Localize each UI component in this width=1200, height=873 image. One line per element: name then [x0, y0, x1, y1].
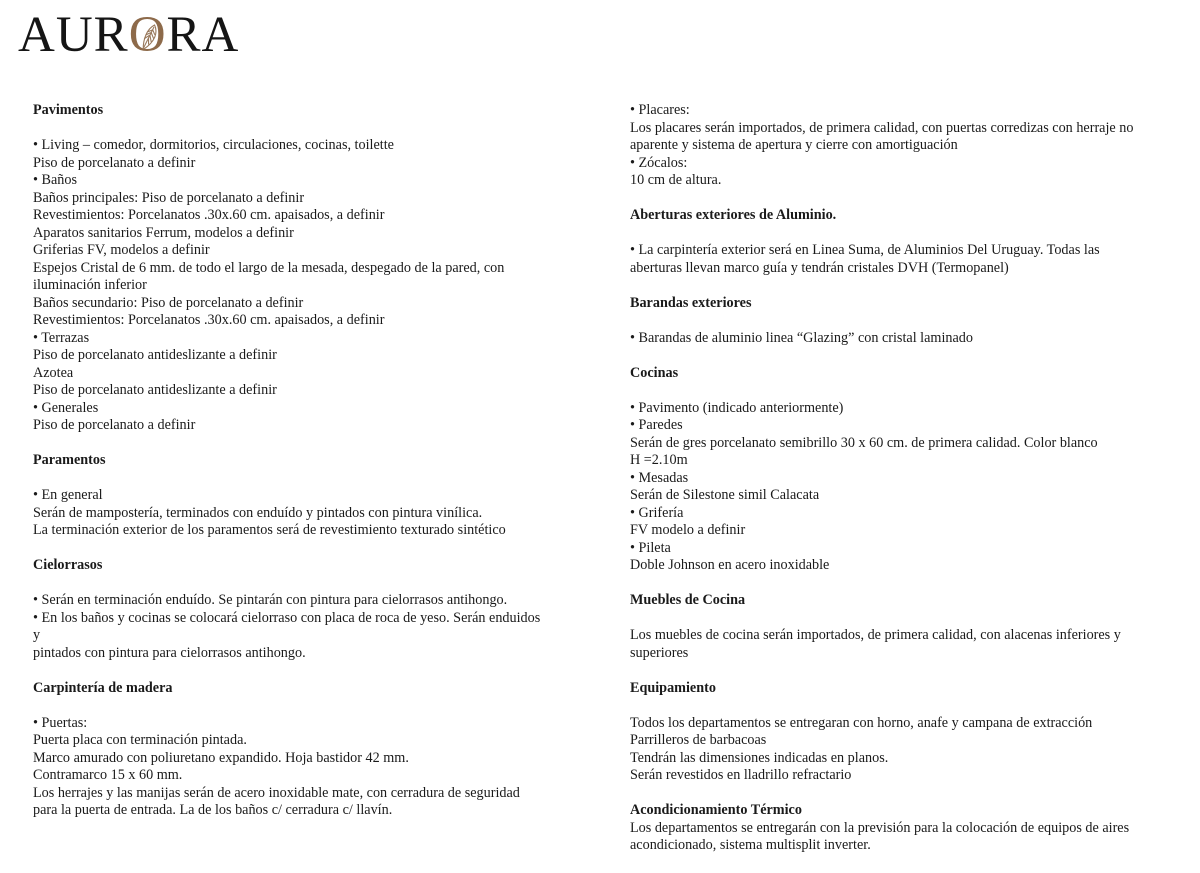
logo-text-pre: AUR [18, 7, 129, 63]
section-heading: Equipamiento [630, 679, 716, 696]
text-line: Espejos Cristal de 6 mm. de todo el largo de la mesada, despegado de la pared, con [33, 259, 505, 276]
text-line: Serán de mampostería, terminados con enduído y pintados con pintura vinílica. [33, 504, 483, 521]
text-line: Azotea [33, 364, 74, 381]
text-line: Piso de porcelanato antideslizante a definir [33, 382, 277, 398]
text-line: Serán de gres porcelanato semibrillo 30 x 60 cm. de primera calidad. Color blanco [630, 434, 1098, 451]
text-line: Marco amurado con poliuretano expandido. Hoja bastidor 42 mm. [33, 749, 409, 766]
section-heading: Carpintería de madera [33, 679, 173, 696]
text-line: FV modelo a definir [630, 522, 746, 538]
text-line: Todos los departamentos se entregaran con horno, anafe y campana de extracción [630, 714, 1093, 731]
header [0, 0, 1200, 66]
text-line: Doble Johnson en acero inoxidable [630, 557, 830, 573]
text-line: • Puertas: [33, 714, 88, 731]
left-column [33, 102, 625, 820]
text-line: • Paredes [630, 417, 683, 433]
text-line: Los placares serán importados, de primera calidad, con puertas corredizas con herraje no [630, 119, 1134, 136]
text-line: Revestimientos: Porcelanatos .30x.60 cm. apaisados, a definir [33, 312, 385, 328]
text-line: • Living – comedor, dormitorios, circulaciones, cocinas, toilette [33, 137, 394, 153]
section-heading: Cocinas [630, 364, 679, 381]
text-line: acondicionado, sistema multisplit inverter. [630, 837, 871, 853]
text-line: • Zócalos: [630, 154, 688, 171]
text-line: Piso de porcelanato a definir [33, 154, 196, 171]
text-line: superiores [630, 644, 689, 661]
section-heading: Pavimentos [33, 102, 104, 118]
text-line: • Terrazas [33, 329, 90, 346]
text-line: Contramarco 15 x 60 mm. [33, 767, 183, 783]
section-aberturas-aluminio [630, 207, 1200, 277]
text-line: Griferias FV, modelos a definir [33, 242, 210, 258]
text-line: Puerta placa con terminación pintada. [33, 732, 247, 748]
text-line: Parrilleros de barbacoas [630, 732, 767, 748]
section-cielorrasos [33, 557, 625, 662]
text-line: • Barandas de aluminio linea “Glazing” con cristal laminado [630, 329, 973, 346]
text-line: • La carpintería exterior será en Linea Suma, de Aluminios Del Uruguay. Todas las [630, 242, 1100, 258]
text-line: y [33, 627, 41, 643]
section-heading: Paramentos [33, 452, 106, 468]
section-placares-zocalos [630, 102, 1200, 190]
text-line: • Baños [33, 172, 77, 188]
text-line: • Pileta [630, 539, 671, 556]
text-line: • Generales [33, 399, 99, 416]
document-body [0, 102, 1200, 855]
text-line: • Mesadas [630, 469, 689, 486]
text-line: H =2.10m [630, 452, 688, 468]
text-line: Baños secundario: Piso de porcelanato a definir [33, 294, 304, 311]
section-heading: Acondicionamiento Térmico [630, 802, 802, 818]
right-column [630, 102, 1200, 855]
text-line: iluminación inferior [33, 277, 147, 293]
section-equipamiento [630, 680, 1200, 785]
logo-o [128, 7, 167, 63]
section-acondicionamiento-termico [630, 802, 1200, 855]
text-line: La terminación exterior de los paramentos será de revestimiento texturado sintético [33, 522, 506, 538]
section-muebles-cocina [630, 592, 1200, 662]
text-line: Los departamentos se entregarán con la previsión para la colocación de equipos de aires [630, 819, 1130, 836]
section-heading: Aberturas exteriores de Aluminio. [630, 207, 837, 223]
logo-o-letter: O [128, 7, 167, 63]
section-cocinas [630, 365, 1200, 575]
text-line: Serán de Silestone simil Calacata [630, 487, 820, 503]
text-line: • En general [33, 487, 103, 503]
section-paramentos [33, 452, 625, 540]
text-line: • En los baños y cocinas se colocará cielorraso con placa de roca de yeso. Serán enduidos [33, 609, 541, 626]
section-pavimentos [33, 102, 625, 435]
text-line: Tendrán las dimensiones indicadas en planos. [630, 749, 889, 766]
text-line: Aparatos sanitarios Ferrum, modelos a definir [33, 224, 294, 241]
section-carpinteria-madera [33, 680, 625, 820]
text-line: Piso de porcelanato a definir [33, 417, 196, 433]
text-line: pintados con pintura para cielorrasos antihongo. [33, 644, 306, 661]
section-barandas-exteriores [630, 295, 1200, 348]
text-line: • Placares: [630, 102, 690, 118]
brand-logo [18, 7, 240, 63]
logo-text-post: RA [166, 7, 240, 63]
section-heading: Barandas exteriores [630, 294, 752, 311]
text-line: 10 cm de altura. [630, 172, 722, 188]
text-line: Baños principales: Piso de porcelanato a definir [33, 189, 305, 206]
text-line: Piso de porcelanato antideslizante a definir [33, 347, 277, 363]
text-line: aparente y sistema de apertura y cierre con amortiguación [630, 137, 958, 153]
text-line: Revestimientos: Porcelanatos .30x.60 cm. apaisados, a definir [33, 207, 385, 223]
text-line: Los muebles de cocina serán importados, de primera calidad, con alacenas inferiores y [630, 627, 1121, 643]
text-line: Los herrajes y las manijas serán de acero inoxidable mate, con cerradura de seguridad [33, 784, 520, 801]
section-heading: Muebles de Cocina [630, 592, 746, 608]
text-line: • Serán en terminación enduído. Se pintarán con pintura para cielorrasos antihongo. [33, 592, 508, 608]
text-line: • Grifería [630, 504, 684, 521]
text-line: Serán revestidos en lladrillo refractario [630, 767, 852, 783]
text-line: • Pavimento (indicado anteriormente) [630, 399, 844, 416]
text-line: para la puerta de entrada. La de los baños c/ cerradura c/ llavín. [33, 802, 393, 818]
text-line: aberturas llevan marco guía y tendrán cristales DVH (Termopanel) [630, 259, 1009, 276]
section-heading: Cielorrasos [33, 557, 103, 573]
